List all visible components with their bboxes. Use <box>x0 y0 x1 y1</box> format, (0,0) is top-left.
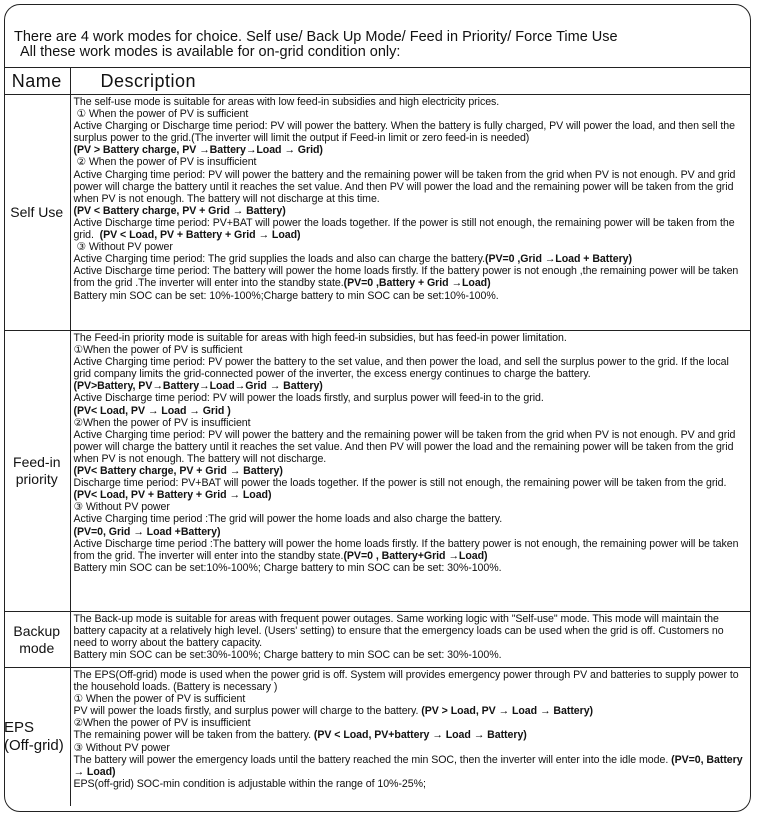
desc-line: ②When the power of PV is insufficient <box>73 717 251 730</box>
work-modes-table <box>4 67 751 806</box>
desc-line: Active Charging time period :The grid will power the home loads and also charge the battery. <box>73 513 503 526</box>
header-description: Description <box>70 68 751 95</box>
mode-description-eps <box>70 668 751 806</box>
desc-text: The battery will power the emergency loads until the battery reached the min SOC, then the inverter will enter into the idle mode. <box>73 753 669 766</box>
desc-line: Battery min SOC can be set: 10%-100%;Charge battery to min SOC can be set:10%-100%. <box>73 289 499 302</box>
desc-line <box>74 705 749 717</box>
desc-formula: (PV=0, Grid → Load +Battery) <box>73 525 221 538</box>
table-header-row <box>4 68 751 95</box>
desc-formula: (PV < Load, PV+battery → Load → Battery) <box>313 729 527 742</box>
desc-line: The EPS(Off-grid) mode is used when the power grid is off. System will provides emergency power through PV and batteries to supply power to the household loads. (Battery is necessary ) <box>73 669 739 694</box>
desc-line <box>74 253 749 265</box>
desc-line: ① When the power of PV is sufficient <box>76 108 249 121</box>
desc-line: ③ Without PV power <box>73 741 170 754</box>
desc-text: Active Charging time period: The grid supplies the loads and also can charge the battery. <box>73 253 486 266</box>
desc-line: ① When the power of PV is sufficient <box>73 693 246 706</box>
mode-description-backup <box>70 612 751 668</box>
mode-name-line: mode <box>19 639 55 656</box>
intro-text <box>14 30 744 60</box>
desc-line: Active Charging time period: PV will power the battery and the remaining power will be taken from the grid when PV is not enough. PV and grid power will charge the battery until it reaches the set value. And then PV will power the load and the remaining power will be taken from the grid when PV is not enough. The battery will not discharge. <box>73 428 736 465</box>
desc-line: Battery min SOC can be set:30%-100%; Charge battery to min SOC can be set: 30%-100%. <box>73 649 502 662</box>
mode-description-self-use <box>70 95 751 331</box>
desc-line <box>74 217 749 241</box>
mode-name-feed-in-priority <box>4 331 70 612</box>
table-row-eps <box>4 668 751 806</box>
desc-line: ③ Without PV power <box>73 501 170 514</box>
desc-formula: (PV< Load, PV → Load → Grid ) <box>73 404 231 417</box>
desc-formula: (PV< Battery charge, PV + Grid → Battery) <box>73 465 283 478</box>
desc-formula: (PV < Battery charge, PV + Grid → Battery) <box>73 204 286 217</box>
desc-text: Active Discharge time period :The battery will power the home loads firstly. If the battery power is not enough, the remaining power will be taken from the grid. The inverter will enter into the standby state. <box>73 537 739 562</box>
desc-text: The remaining power will be taken from the battery. <box>73 729 311 742</box>
desc-line: ①When the power of PV is sufficient <box>73 344 243 357</box>
desc-text: PV will power the loads firstly, and surplus power will charge to the battery. <box>73 705 419 718</box>
desc-formula: (PV>Battery, PV→Battery→Load→Grid → Battery) <box>73 380 323 393</box>
mode-name-eps <box>4 668 70 806</box>
desc-formula: (PV > Battery charge, PV →Battery→Load → Grid) <box>73 144 323 157</box>
desc-formula: (PV=0 ,Battery + Grid →Load) <box>343 277 491 290</box>
desc-formula: (PV < Load, PV + Battery + Grid → Load) <box>99 229 301 242</box>
mode-name-self-use: Self Use <box>4 95 70 331</box>
desc-text: Active Discharge time period: The battery will power the home loads firstly. If the battery power is not enough ,the remaining power will be taken from the grid .The inverter will enter into the standby state. <box>73 265 739 290</box>
desc-line: The Back-up mode is suitable for areas with frequent power outages. Same working logic with "Self-use" mode. This mode will maintain the battery capacity at a relatively high level. (Users' setting) to ensure that the emergency loads can be used when the grid is off. Customers no need to worry about the battery capacity. <box>73 613 724 650</box>
mode-name-line: (Off-grid) <box>4 736 64 754</box>
desc-line: ③ Without PV power <box>76 241 173 254</box>
desc-line: Active Discharge time period: PV will power the loads firstly, and surplus power will feed-in to the grid. <box>73 392 544 405</box>
desc-line <box>74 538 749 562</box>
mode-name-line: Feed-in <box>13 454 61 470</box>
desc-line: The self-use mode is suitable for areas with low feed-in subsidies and high electricity prices. <box>73 96 500 108</box>
desc-line: Active Charging or Discharge time period: PV will power the battery. When the battery is fully charged, PV will power the load, and then sell the surplus power to the grid.(The inverter will limit the output if Feed-in limit or zero feed-in is needed) <box>73 120 735 145</box>
desc-formula: (PV=0, Battery → Load) <box>73 753 743 778</box>
desc-text: Discharge time period: PV+BAT will power the loads together. If the power is still not enough, the remaining power will be taken from the grid. <box>73 477 727 490</box>
table-row-feed-in-priority <box>4 331 751 612</box>
table-row-self-use <box>4 95 751 331</box>
desc-line <box>74 477 749 501</box>
desc-line: Active Charging time period: PV power the battery to the set value, and then power the load, and sell the surplus power to the grid. If the local grid company limits the grid-connected power of the inverter, the excess energy continues to charge the battery. <box>73 356 729 381</box>
table-row-backup-mode <box>4 612 751 668</box>
desc-line: Active Charging time period: PV will power the battery and the remaining power will be taken from the grid when PV is not enough. PV and grid power will charge the battery until it reaches the set value. And then PV will power the load and the remaining power will be taken from the grid when PV is not enough. The battery will not discharge at this time. <box>73 168 736 205</box>
intro-line-1: There are 4 work modes for choice. Self use/ Back Up Mode/ Feed in Priority/ Force Time Use <box>14 29 618 45</box>
desc-line <box>74 729 749 741</box>
desc-text: Active Discharge time period: PV+BAT will power the loads together. If the power is still not enough, the remaining power will be taken from the grid. <box>73 216 735 242</box>
mode-name-line: EPS <box>4 718 35 736</box>
desc-line: ② When the power of PV is insufficient <box>76 156 257 169</box>
desc-formula: (PV< Load, PV + Battery + Grid → Load) <box>73 489 272 502</box>
desc-formula: (PV=0 , Battery+Grid →Load) <box>343 549 488 562</box>
mode-name-line: priority <box>15 471 58 487</box>
desc-line: ②When the power of PV is insufficient <box>73 416 251 429</box>
desc-formula: (PV=0 ,Grid →Load + Battery) <box>485 253 632 266</box>
mode-description-feed-in-priority <box>70 331 751 612</box>
desc-line <box>74 265 749 289</box>
intro-line-2: All these work modes is available for on-grid condition only: <box>20 44 401 60</box>
header-name: Name <box>4 68 70 95</box>
desc-line: Battery min SOC can be set:10%-100%; Charge battery to min SOC can be set: 30%-100%. <box>73 561 502 574</box>
desc-line: EPS(off-grid) SOC-min condition is adjustable within the range of 10%-25%; <box>73 777 426 790</box>
mode-name-backup <box>4 612 70 668</box>
desc-formula: (PV > Load, PV → Load → Battery) <box>421 705 594 718</box>
desc-line: The Feed-in priority mode is suitable for areas with high feed-in subsidies, but has feed-in power limitation. <box>73 332 567 344</box>
desc-line <box>74 754 749 778</box>
mode-name-line: Backup <box>13 622 61 639</box>
